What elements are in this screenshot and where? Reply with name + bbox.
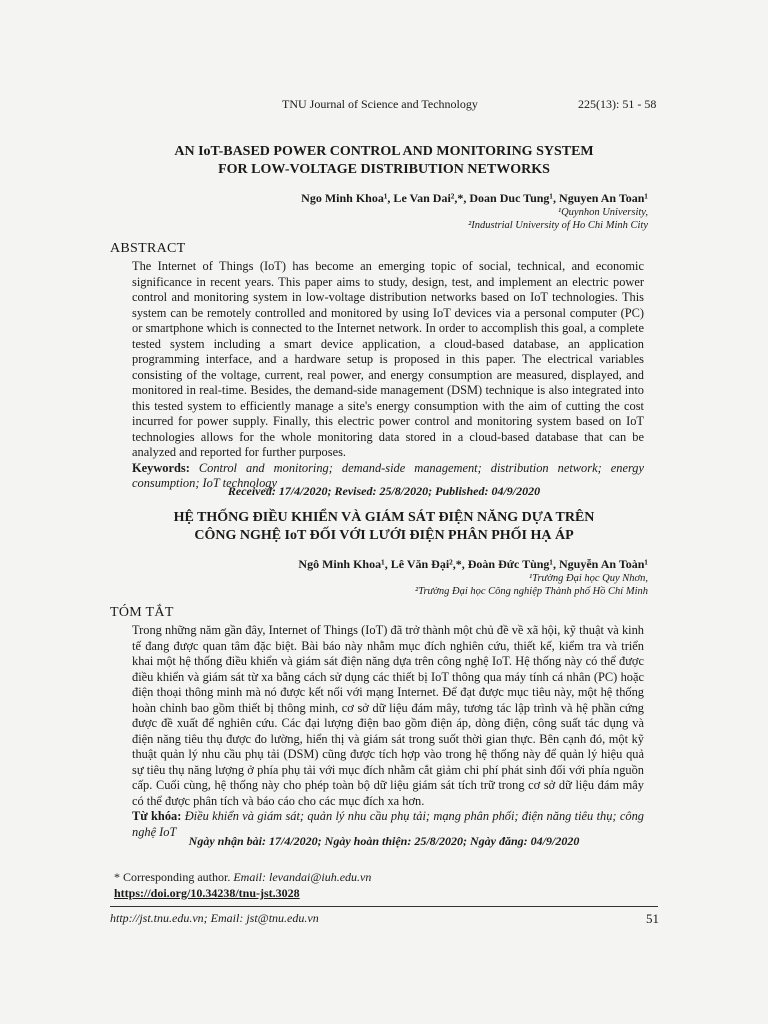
abstract-text: The Internet of Things (IoT) has become an emerging topic of social, technical, and economic significance in recent years. This paper aims to study, design, test, and implement an electric power control and monitoring system in low-voltage distribution networks based on IoT technologies. This system can be remotely controlled and monitored by using IoT devices via a personal computer (PC) or smartphone which is connected to the Internet network. In order to accomplish this goal, a complete tested system including a smart device application, a cloud-based database, an application programming interface, and a hardware setup is proposed in this paper. The electrical variables consisting of the voltage, current, real power, and energy consumption are measured, displayed, and monitored in real-time. Besides, the demand-side management (DSM) technique is also integrated into this tested system to efficiently manage a site's energy consumption with the aim of cutting the cost incurred for power supply. Finally, this electric power control and monitoring system based on IoT technologies allows for the whole monitoring data stored in a cloud-based database that can be analyzed and reported for further purposes. xyxy=(132,259,644,459)
keywords-text: Control and monitoring; demand-side management; distribution network; energy consumption; IoT technology xyxy=(132,460,644,490)
corresponding-email-label: Email: xyxy=(233,870,266,884)
footer-email-label: Email: xyxy=(210,911,244,925)
english-affiliation-1: ¹Quynhon University, xyxy=(557,207,648,218)
vietnamese-affiliation-1: ¹Trường Đại học Quy Nhơn, xyxy=(529,573,648,584)
english-title-line2: FOR LOW-VOLTAGE DISTRIBUTION NETWORKS xyxy=(218,162,550,177)
vietnamese-title-line2: CÔNG NGHỆ IoT ĐỐI VỚI LƯỚI ĐIỆN PHÂN PHỐI HẠ ÁP xyxy=(194,528,574,543)
keywords-label: Keywords: xyxy=(132,460,190,475)
vietnamese-title xyxy=(100,509,668,545)
abstract-body xyxy=(132,259,644,492)
vietnamese-affiliations xyxy=(415,572,648,598)
issue-pages: 225(13): 51 - 58 xyxy=(578,97,657,111)
english-dates: Received: 17/4/2020; Revised: 25/8/2020; Published: 04/9/2020 xyxy=(227,484,541,498)
tukhoa-label: Từ khóa: xyxy=(132,809,182,823)
footer-email[interactable]: jst@tnu.edu.vn xyxy=(246,911,319,925)
english-title-line1: AN IoT-BASED POWER CONTROL AND MONITORING SYSTEM xyxy=(174,144,594,159)
vietnamese-authors: Ngô Minh Khoa¹, Lê Văn Đại²,*, Đoàn Đức Tùng¹, Nguyễn An Toàn¹ xyxy=(298,557,648,571)
vietnamese-title-line1: HỆ THỐNG ĐIỀU KHIỂN VÀ GIÁM SÁT ĐIỆN NĂNG DỰA TRÊN xyxy=(173,510,595,525)
footer-rule xyxy=(110,906,658,907)
corresponding-note xyxy=(114,870,371,885)
tomtat-text: Trong những năm gần đây, Internet of Things (IoT) đã trở thành một chủ đề về xã hội, kỹ thuật và kinh tế đang được quan tâm đặc biệt. Bài báo này nhằm mục đích nghiên cứu, thiết kế, kiểm tra và triển khai một hệ thống điều khiển và giám sát điện năng dựa trên công nghệ IoT. Hệ thống này có thể được điều khiển và giám sát từ xa bằng cách sử dụng các thiết bị IoT thông qua máy tính cá nhân (PC) hoặc điện thoại thông minh mà nó được kết nối với mạng Internet. Để đạt được mục tiêu này, một hệ thống hoàn chỉnh bao gồm thiết bị thông minh, cơ sở dữ liệu đám mây, tương tác lập trình và hệ phần cứng được đề xuất để nghiên cứu. Các đại lượng điện bao gồm điện áp, dòng điện, công suất tác dụng và điện năng tiêu thụ được đo lường, hiển thị và giám sát trong suốt thời gian thực. Bên cạnh đó, một kỹ thuật quản lý nhu cầu phụ tải (DSM) cũng được tích hợp vào trong hệ thống này để quản lý hiệu quả sự tiêu thụ năng lượng ở phía phụ tải với mục đích nhằm cắt giảm chi phí phát sinh đối với phía nguồn cấp. Cuối cùng, hệ thống này cho phép toàn bộ dữ liệu giám sát tích trữ trong cơ sở dữ liệu đám mây có thể được phân tích và báo cáo cho các mục đích xa hơn. xyxy=(132,623,644,808)
english-affiliations xyxy=(468,206,648,232)
vietnamese-dates: Ngày nhận bài: 17/4/2020; Ngày hoàn thiện: 25/8/2020; Ngày đăng: 04/9/2020 xyxy=(188,834,580,848)
footer-contact xyxy=(110,911,319,926)
tukhoa-text: Điều khiển và giám sát; quản lý nhu cầu phụ tải; mạng phân phối; điện năng tiêu thụ; công nghệ IoT xyxy=(132,809,644,839)
corresponding-label: * Corresponding author. xyxy=(114,870,231,884)
journal-name: TNU Journal of Science and Technology xyxy=(282,97,478,111)
corresponding-email[interactable]: levandai@iuh.edu.vn xyxy=(269,870,372,884)
english-title xyxy=(100,143,668,179)
abstract-heading: ABSTRACT xyxy=(110,241,186,256)
tomtat-body xyxy=(132,623,644,840)
vietnamese-affiliation-2: ²Trường Đại học Công nghiệp Thành phố Hồ Chí Minh xyxy=(415,586,648,597)
page-number: 51 xyxy=(646,911,659,926)
footer-site-link[interactable]: http://jst.tnu.edu.vn; xyxy=(110,911,208,925)
doi-link[interactable]: https://doi.org/10.34238/tnu-jst.3028 xyxy=(114,886,300,900)
english-affiliation-2: ²Industrial University of Ho Chi Minh City xyxy=(468,220,648,231)
tomtat-heading: TÓM TẮT xyxy=(110,605,174,620)
english-authors: Ngo Minh Khoa¹, Le Van Dai²,*, Doan Duc Tung¹, Nguyen An Toan¹ xyxy=(301,191,648,205)
